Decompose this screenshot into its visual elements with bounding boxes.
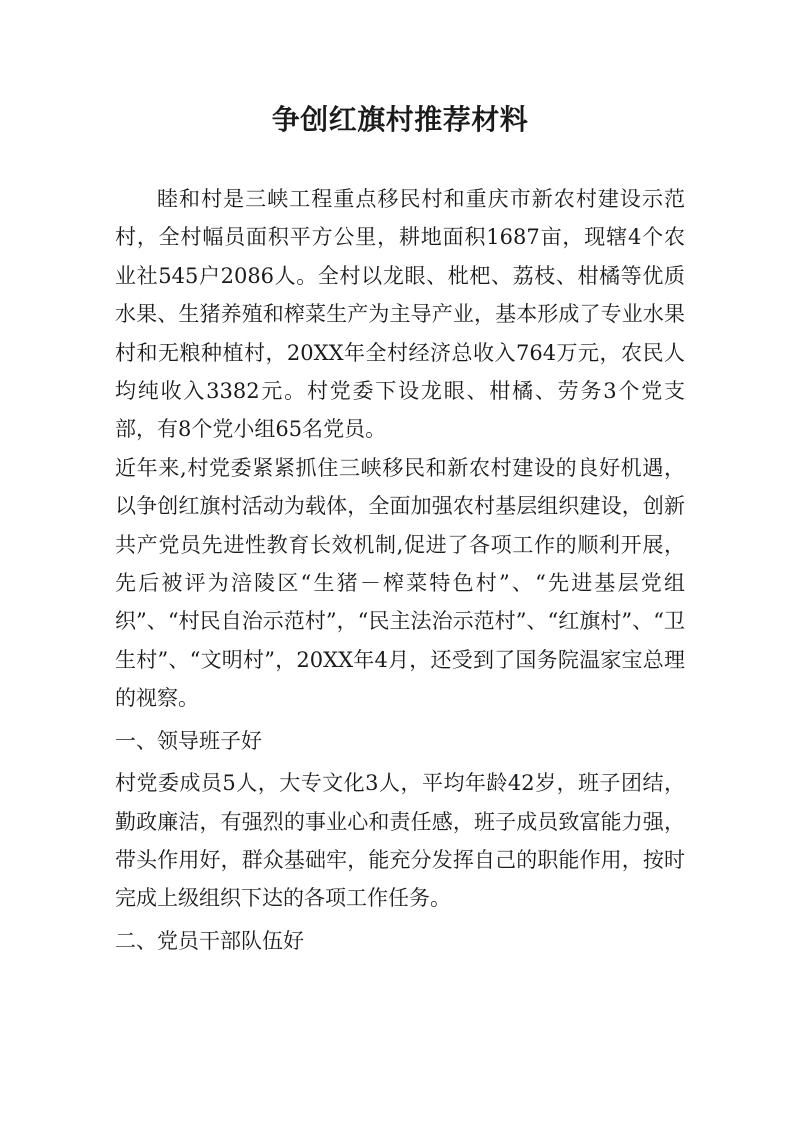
document-title: 争创红旗村推荐材料 (271, 103, 529, 136)
paragraph-intro: 睦和村是三峡工程重点移民村和重庆市新农村建设示范村，全村幅员面积平方公里，耕地面积1687亩，现辖4个农业社545户2086人。全村以龙眼、枇杷、荔枝、柑橘等优质水果、生猪养殖和榨菜生产为主导产业，基本形成了专业水果村和无粮种植村，20XX年全村经济总收入764万元，农民人均纯收入3382元。村党委下设龙眼、柑橘、劳务3个党支部，有8个党小组65名党员。 (115, 187, 685, 442)
paragraph-leadership: 村党委成员5人，大专文化3人，平均年龄42岁，班子团结，勤政廉洁，有强烈的事业心和责任感，班子成员致富能力强，带头作用好，群众基础牢，能充分发挥自己的职能作用，按时完成上级组织下达的各项工作任务。 (115, 771, 685, 911)
paragraph-achievements: 近年来,村党委紧紧抓住三峡移民和新农村建设的良好机遇，以争创红旗村活动为载体，全面加强农村基层组织建设，创新共产党员先进性教育长效机制,促进了各项工作的顺利开展，先后被评为涪陵区“生猪－榨菜特色村”、“先进基层党组织”、“村民自治示范村”，“民主法治示范村”、“红旗村”、“卫生村”、“文明村”，20XX年4月，还受到了国务院温家宝总理的视察。 (115, 455, 685, 711)
document-body (115, 180, 685, 960)
section-heading-leadership: 一、领导班子好 (115, 728, 262, 753)
section-heading-party-members: 二、党员干部队伍好 (115, 928, 304, 953)
